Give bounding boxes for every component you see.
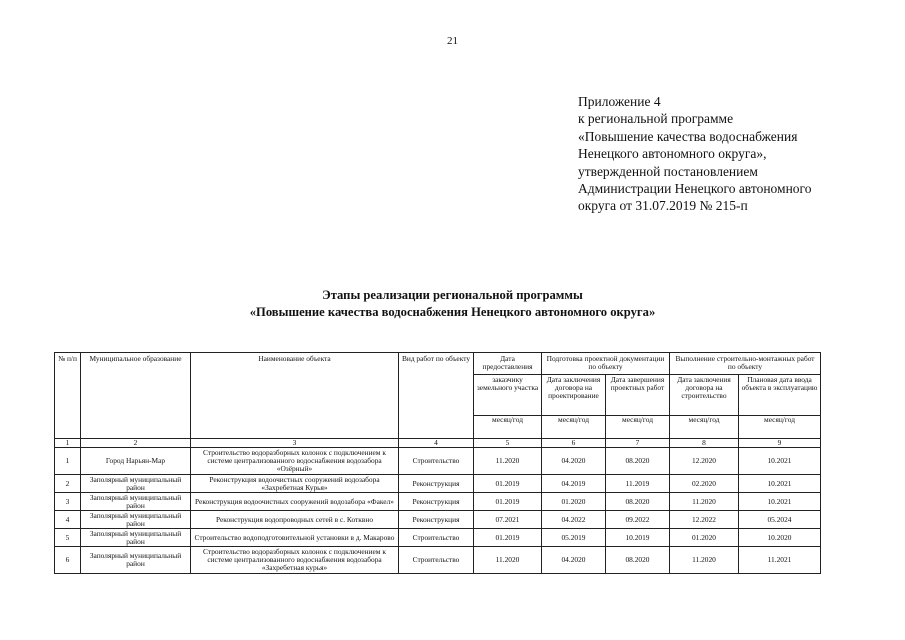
header-num: № п/п bbox=[55, 353, 81, 439]
column-number: 3 bbox=[191, 439, 399, 448]
appendix-line: к региональной программе bbox=[578, 111, 734, 127]
header-project-contract: Дата заключения договора на проектирование bbox=[542, 375, 606, 416]
column-number: 8 bbox=[670, 439, 739, 448]
row-object: Реконструкция водоочистных сооружений водозабора «Захребетная Курья» bbox=[191, 475, 399, 493]
column-number: 9 bbox=[739, 439, 821, 448]
stages-table bbox=[54, 352, 821, 574]
row-num: 1 bbox=[55, 448, 81, 475]
row-commissioning: 10.2021 bbox=[739, 475, 821, 493]
row-commissioning: 11.2021 bbox=[739, 547, 821, 574]
row-commissioning: 05.2024 bbox=[739, 511, 821, 529]
row-municipality: Заполярный муниципальный район bbox=[81, 493, 191, 511]
header-units: месяц/год bbox=[670, 416, 739, 439]
header-units: месяц/год bbox=[474, 416, 542, 439]
title-line-1: Этапы реализации региональной программы bbox=[322, 288, 583, 302]
header-commissioning: Плановая дата ввода объекта в эксплуатацию bbox=[739, 375, 821, 416]
row-work-type: Строительство bbox=[399, 529, 474, 547]
row-work-type: Реконструкция bbox=[399, 493, 474, 511]
row-project-done: 10.2019 bbox=[606, 529, 670, 547]
row-work-type: Реконструкция bbox=[399, 475, 474, 493]
table-row bbox=[55, 529, 821, 547]
row-num: 2 bbox=[55, 475, 81, 493]
row-object: Реконструкция водоочистных сооружений водозабора «Факел» bbox=[191, 493, 399, 511]
row-project-done: 08.2020 bbox=[606, 493, 670, 511]
row-construction-contract: 12.2020 bbox=[670, 448, 739, 475]
header-land-sub: заказчику земельного участка bbox=[474, 375, 542, 416]
row-work-type: Реконструкция bbox=[399, 511, 474, 529]
header-units: месяц/год bbox=[542, 416, 606, 439]
row-num: 3 bbox=[55, 493, 81, 511]
column-number: 1 bbox=[55, 439, 81, 448]
row-construction-contract: 11.2020 bbox=[670, 493, 739, 511]
row-land-date: 07.2021 bbox=[474, 511, 542, 529]
header-land-date: Дата предоставления bbox=[474, 353, 542, 375]
row-project-contract: 04.2020 bbox=[542, 448, 606, 475]
table-row bbox=[55, 493, 821, 511]
appendix-line: утвержденной постановлением bbox=[578, 163, 758, 179]
appendix-line: Приложение 4 bbox=[578, 94, 661, 109]
row-land-date: 01.2019 bbox=[474, 475, 542, 493]
row-project-contract: 04.2020 bbox=[542, 547, 606, 574]
document-title bbox=[0, 287, 905, 321]
row-municipality: Город Нарьян-Мар bbox=[81, 448, 191, 475]
appendix-line: Ненецкого автономного округа», bbox=[578, 146, 767, 162]
row-num: 4 bbox=[55, 511, 81, 529]
row-construction-contract: 11.2020 bbox=[670, 547, 739, 574]
row-municipality: Заполярный муниципальный район bbox=[81, 529, 191, 547]
row-commissioning: 10.2020 bbox=[739, 529, 821, 547]
header-work-type: Вид работ по объекту bbox=[399, 353, 474, 439]
row-land-date: 01.2019 bbox=[474, 493, 542, 511]
row-object: Строительство водоподготовительной установки в д. Макарово bbox=[191, 529, 399, 547]
row-num: 5 bbox=[55, 529, 81, 547]
row-land-date: 11.2020 bbox=[474, 448, 542, 475]
row-commissioning: 10.2021 bbox=[739, 448, 821, 475]
column-number: 6 bbox=[542, 439, 606, 448]
header-construction-contract: Дата заключения договора на строительство bbox=[670, 375, 739, 416]
row-municipality: Заполярный муниципальный район bbox=[81, 547, 191, 574]
row-construction-contract: 01.2020 bbox=[670, 529, 739, 547]
row-object: Строительство водоразборных колонок с подключением к системе централизованного водоснабжения водозабора «Захребетная курья» bbox=[191, 547, 399, 574]
table-row bbox=[55, 448, 821, 475]
header-units: месяц/год bbox=[606, 416, 670, 439]
appendix-note bbox=[578, 93, 878, 215]
table-row bbox=[55, 547, 821, 574]
row-project-contract: 04.2019 bbox=[542, 475, 606, 493]
header-project-done: Дата завершения проектных работ bbox=[606, 375, 670, 416]
row-project-contract: 04.2022 bbox=[542, 511, 606, 529]
header-project-docs: Подготовка проектной документации по объекту bbox=[542, 353, 670, 375]
row-construction-contract: 02.2020 bbox=[670, 475, 739, 493]
header-units: месяц/год bbox=[739, 416, 821, 439]
row-project-done: 08.2020 bbox=[606, 448, 670, 475]
header-object: Наименование объекта bbox=[191, 353, 399, 439]
column-number: 5 bbox=[474, 439, 542, 448]
row-project-contract: 05.2019 bbox=[542, 529, 606, 547]
appendix-line: «Повышение качества водоснабжения bbox=[578, 128, 798, 144]
header-municipality: Муниципальное образование bbox=[81, 353, 191, 439]
row-project-done: 11.2019 bbox=[606, 475, 670, 493]
row-municipality: Заполярный муниципальный район bbox=[81, 511, 191, 529]
row-work-type: Строительство bbox=[399, 547, 474, 574]
row-municipality: Заполярный муниципальный район bbox=[81, 475, 191, 493]
page-number: 21 bbox=[447, 35, 458, 47]
title-line-2: «Повышение качества водоснабжения Ненецкого автономного округа» bbox=[249, 305, 656, 319]
row-num: 6 bbox=[55, 547, 81, 574]
row-project-contract: 01.2020 bbox=[542, 493, 606, 511]
row-land-date: 11.2020 bbox=[474, 547, 542, 574]
row-land-date: 01.2019 bbox=[474, 529, 542, 547]
column-number: 2 bbox=[81, 439, 191, 448]
column-number: 7 bbox=[606, 439, 670, 448]
row-commissioning: 10.2021 bbox=[739, 493, 821, 511]
row-work-type: Строительство bbox=[399, 448, 474, 475]
table-row bbox=[55, 475, 821, 493]
row-project-done: 09.2022 bbox=[606, 511, 670, 529]
row-project-done: 08.2020 bbox=[606, 547, 670, 574]
column-number: 4 bbox=[399, 439, 474, 448]
appendix-line: округа от 31.07.2019 № 215-п bbox=[578, 198, 748, 214]
appendix-line: Администрации Ненецкого автономного bbox=[578, 181, 812, 197]
table-row bbox=[55, 511, 821, 529]
row-construction-contract: 12.2022 bbox=[670, 511, 739, 529]
row-object: Строительство водоразборных колонок с подключением к системе централизованного водоснабжения водозабора «Озёрный» bbox=[191, 448, 399, 475]
header-construction: Выполнение строительно-монтажных работ по объекту bbox=[670, 353, 821, 375]
row-object: Реконструкция водопроводных сетей в с. Котквно bbox=[191, 511, 399, 529]
